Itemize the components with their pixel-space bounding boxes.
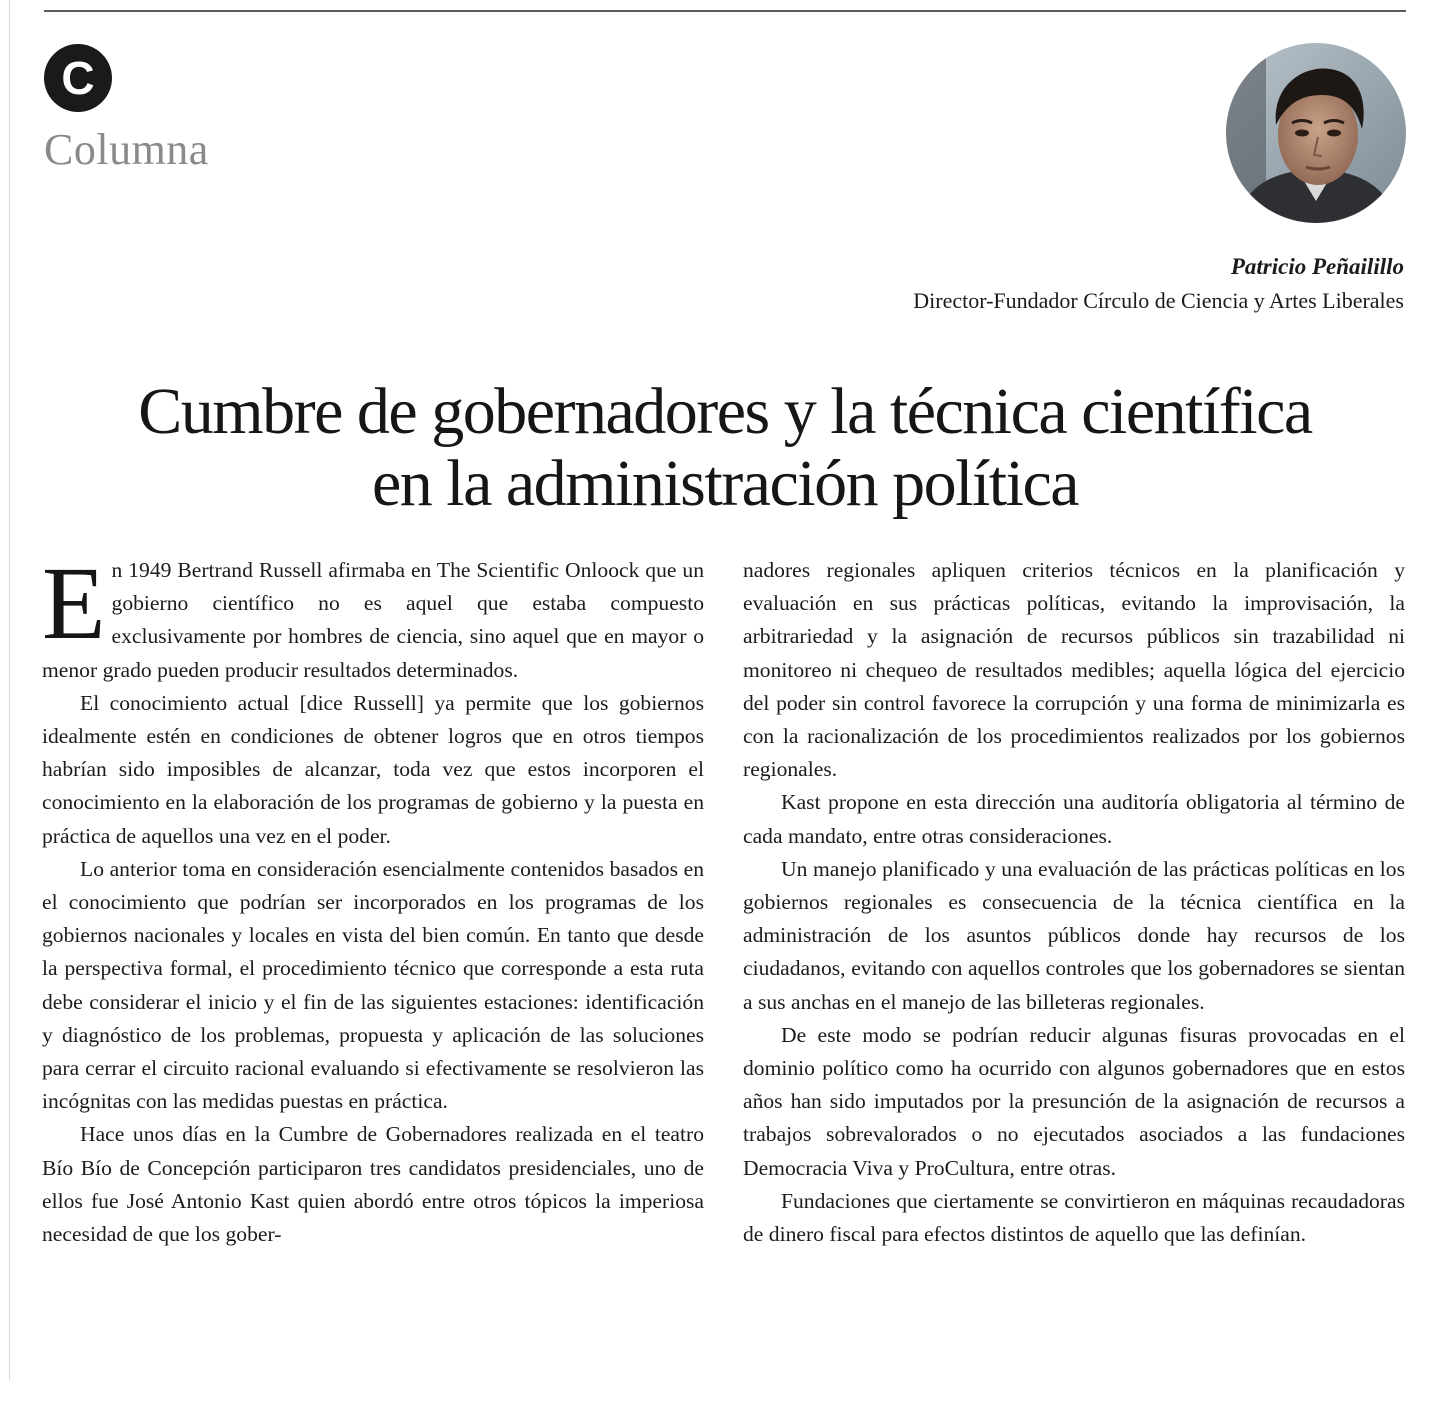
drop-cap: E [42, 546, 106, 661]
author-portrait-icon [1226, 43, 1406, 223]
author-role: Director-Fundador Círculo de Ciencia y Artes Liberales [913, 288, 1404, 313]
section-badge-icon: C [44, 44, 112, 112]
article-column-left [42, 546, 704, 1251]
article-paragraph: El conocimiento actual [dice Russell] ya permite que los gobiernos idealmente estén en condiciones de obtener logros que en otros tiempos habrían sido imposibles de alcanzar, toda vez que estos incorporen el conocimiento en la elaboración de los programas de gobierno y la puesta en práctica de aquellos una vez en el poder. [42, 690, 704, 848]
article-paragraph: Hace unos días en la Cumbre de Gobernadores realizada en el teatro Bío Bío de Concepción participaron tres candidatos presidenciales, uno de ellos fue José Antonio Kast quien abordó entre otros tópicos la imperiosa necesidad de que los gober- [42, 1122, 704, 1247]
author-photo [1226, 43, 1406, 223]
article-title [40, 376, 1410, 520]
article-paragraph: Kast propone en esta dirección una auditoría obligatoria al término de cada mandato, entre otras consideraciones. [743, 790, 1405, 848]
article-paragraph: nadores regionales apliquen criterios técnicos en la planificación y evaluación en sus prácticas políticas, evitando la improvisación, la arbitrariedad y la asignación de recursos públicos sin trazabilidad ni monitoreo ni chequeo de resultados medibles; aquella lógica del ejercicio del poder sin control favorece la corrupción y una forma de minimizarla es con la racionalización de los procedimientos realizados por los gobiernos regionales. [743, 558, 1405, 782]
article-paragraph: Fundaciones que ciertamente se convirtieron en máquinas recaudadoras de dinero fiscal para efectos distintos de aquello que las definían. [743, 1188, 1405, 1247]
article-paragraph: Un manejo planificado y una evaluación de las prácticas políticas en los gobiernos regionales es consecuencia de la técnica científica en la administración de los asuntos públicos donde hay recursos de los ciudadanos, evitando con aquellos controles que los gobernadores se sientan a sus anchas en el manejo de las billeteras regionales. [743, 856, 1405, 1014]
article-paragraph [42, 546, 704, 687]
article-paragraph: Lo anterior toma en consideración esencialmente contenidos basados en el conocimiento que podrían ser incorporados en los programas de los gobiernos nacionales y locales en vista del bien común. En tanto que desde la perspectiva formal, el procedimiento técnico que corresponde a esta ruta debe considerar el inicio y el fin de las siguientes estaciones: identificación y diagnóstico de los problemas, propuesta y aplicación de las soluciones para cerrar el circuito racional evaluando si efectivamente se resolvieron las incógnitas con las medidas puestas en práctica. [42, 856, 704, 1114]
author-name: Patricio Peñailillo [1230, 254, 1404, 279]
section-label: Columna [44, 125, 209, 174]
article-paragraph: De este modo se podrían reducir algunas fisuras provocadas en el dominio político como ha ocurrido con algunos gobernadores que en estos años han sido imputados por la presunción de la asignación de recursos a trabajos sobrevalorados o no ejecutados asociados a las fundaciones Democracia Viva y ProCultura, entre otras. [743, 1022, 1405, 1180]
article-column-right [743, 554, 1405, 1251]
paragraph-text: n 1949 Bertrand Russell afirmaba en The Scientific Onloock que un gobierno científico no es aquel que estaba compuesto exclusivamente por hombres de ciencia, sino aquel que en mayor o menor grado pueden producir resultados determinados. [42, 558, 704, 682]
article-title-line-2: en la administración política [371, 447, 1079, 520]
page-left-rule [9, 0, 10, 1380]
article-title-line-1: Cumbre de gobernadores y la técnica científica [138, 375, 1312, 448]
page-top-rule [44, 10, 1406, 12]
